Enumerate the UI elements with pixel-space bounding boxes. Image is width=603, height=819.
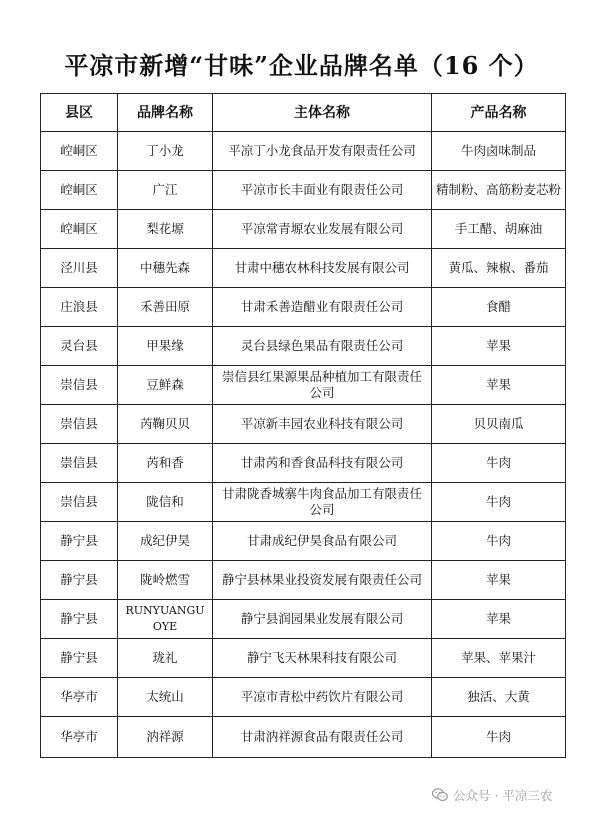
brand-cell: 成纪伊昊 (118, 522, 213, 561)
table-row (41, 678, 566, 717)
brand-cell: 梨花塬 (118, 210, 213, 249)
table-header-row (41, 94, 566, 132)
table-row (41, 249, 566, 288)
county-cell: 崇信县 (41, 483, 118, 522)
header-brand: 品牌名称 (118, 94, 213, 132)
brand-cell: 中穗先森 (118, 249, 213, 288)
brand-cell: 太统山 (118, 678, 213, 717)
table-row (41, 717, 566, 758)
product-cell: 手工醋、胡麻油 (432, 210, 566, 249)
brand-cell: 珑礼 (118, 639, 213, 678)
product-cell: 牛肉 (432, 444, 566, 483)
header-company: 主体名称 (213, 94, 432, 132)
table-row (41, 327, 566, 366)
brand-cell: 广江 (118, 171, 213, 210)
brand-cell: 芮鞠贝贝 (118, 405, 213, 444)
header-county: 县区 (41, 94, 118, 132)
product-cell: 牛肉卤味制品 (432, 132, 566, 171)
county-cell: 庄浪县 (41, 288, 118, 327)
county-cell: 崇信县 (41, 444, 118, 483)
county-cell: 崆峒区 (41, 171, 118, 210)
company-cell: 甘肃芮和香食品科技有限公司 (213, 444, 432, 483)
product-cell: 黄瓜、辣椒、番茄 (432, 249, 566, 288)
county-cell: 静宁县 (41, 639, 118, 678)
company-cell: 平凉新丰园农业科技有限公司 (213, 405, 432, 444)
watermark (432, 786, 552, 804)
county-cell: 华亭市 (41, 678, 118, 717)
product-cell: 牛肉 (432, 522, 566, 561)
table-row (41, 366, 566, 405)
table-row (41, 171, 566, 210)
table-row (41, 483, 566, 522)
county-cell: 泾川县 (41, 249, 118, 288)
table-row (41, 444, 566, 483)
product-cell: 苹果 (432, 366, 566, 405)
product-cell: 精制粉、高筋粉麦芯粉 (432, 171, 566, 210)
table-row (41, 561, 566, 600)
company-cell: 平凉市青松中药饮片有限公司 (213, 678, 432, 717)
watermark-text: 公众号 · 平凉三农 (453, 788, 553, 803)
company-cell: 平凉丁小龙食品开发有限责任公司 (213, 132, 432, 171)
brand-list-table (40, 93, 566, 758)
table-row (41, 600, 566, 639)
brand-cell: 芮和香 (118, 444, 213, 483)
table-row (41, 210, 566, 249)
county-cell: 静宁县 (41, 600, 118, 639)
brand-cell: 丁小龙 (118, 132, 213, 171)
product-cell: 食醋 (432, 288, 566, 327)
company-cell: 静宁飞天林果科技有限公司 (213, 639, 432, 678)
product-cell: 苹果 (432, 600, 566, 639)
brand-cell: 陇岭燃雪 (118, 561, 213, 600)
product-cell: 牛肉 (432, 717, 566, 758)
brand-cell: 豆鲜森 (118, 366, 213, 405)
county-cell: 崆峒区 (41, 132, 118, 171)
page-title: 平凉市新增“甘味”企业品牌名单（16 个） (64, 51, 539, 80)
brand-cell: 禾善田原 (118, 288, 213, 327)
product-cell: 贝贝南瓜 (432, 405, 566, 444)
company-cell: 甘肃汭祥源食品有限责任公司 (213, 717, 432, 758)
county-cell: 灵台县 (41, 327, 118, 366)
county-cell: 华亭市 (41, 717, 118, 758)
wechat-public-account-icon (432, 788, 448, 802)
county-cell: 崇信县 (41, 366, 118, 405)
table-row (41, 288, 566, 327)
company-cell: 平凉常青塬农业发展有限公司 (213, 210, 432, 249)
company-cell: 静宁县润园果业发展有限公司 (213, 600, 432, 639)
county-cell: 静宁县 (41, 561, 118, 600)
company-cell: 灵台县绿色果品有限责任公司 (213, 327, 432, 366)
header-product: 产品名称 (432, 94, 566, 132)
county-cell: 静宁县 (41, 522, 118, 561)
brand-cell: 汭祥源 (118, 717, 213, 758)
brand-cell: 陇信和 (118, 483, 213, 522)
table-row (41, 405, 566, 444)
brand-cell: RUNYUANGUOYE (118, 600, 213, 639)
county-cell: 崇信县 (41, 405, 118, 444)
company-cell: 崇信县红果源果品种植加工有限责任公司 (213, 366, 432, 405)
product-cell: 牛肉 (432, 483, 566, 522)
product-cell: 苹果 (432, 561, 566, 600)
company-cell: 甘肃中穗农林科技发展有限公司 (213, 249, 432, 288)
county-cell: 崆峒区 (41, 210, 118, 249)
company-cell: 甘肃成纪伊昊食品有限公司 (213, 522, 432, 561)
product-cell: 苹果 (432, 327, 566, 366)
product-cell: 独活、大黄 (432, 678, 566, 717)
company-cell: 甘肃陇香城寨牛肉食品加工有限责任公司 (213, 483, 432, 522)
product-cell: 苹果、苹果汁 (432, 639, 566, 678)
company-cell: 静宁县林果业投资发展有限责任公司 (213, 561, 432, 600)
company-cell: 甘肃禾善造醋业有限责任公司 (213, 288, 432, 327)
brand-cell: 甲果缘 (118, 327, 213, 366)
company-cell: 平凉市长丰面业有限责任公司 (213, 171, 432, 210)
table-row (41, 132, 566, 171)
table-row (41, 522, 566, 561)
table-row (41, 639, 566, 678)
